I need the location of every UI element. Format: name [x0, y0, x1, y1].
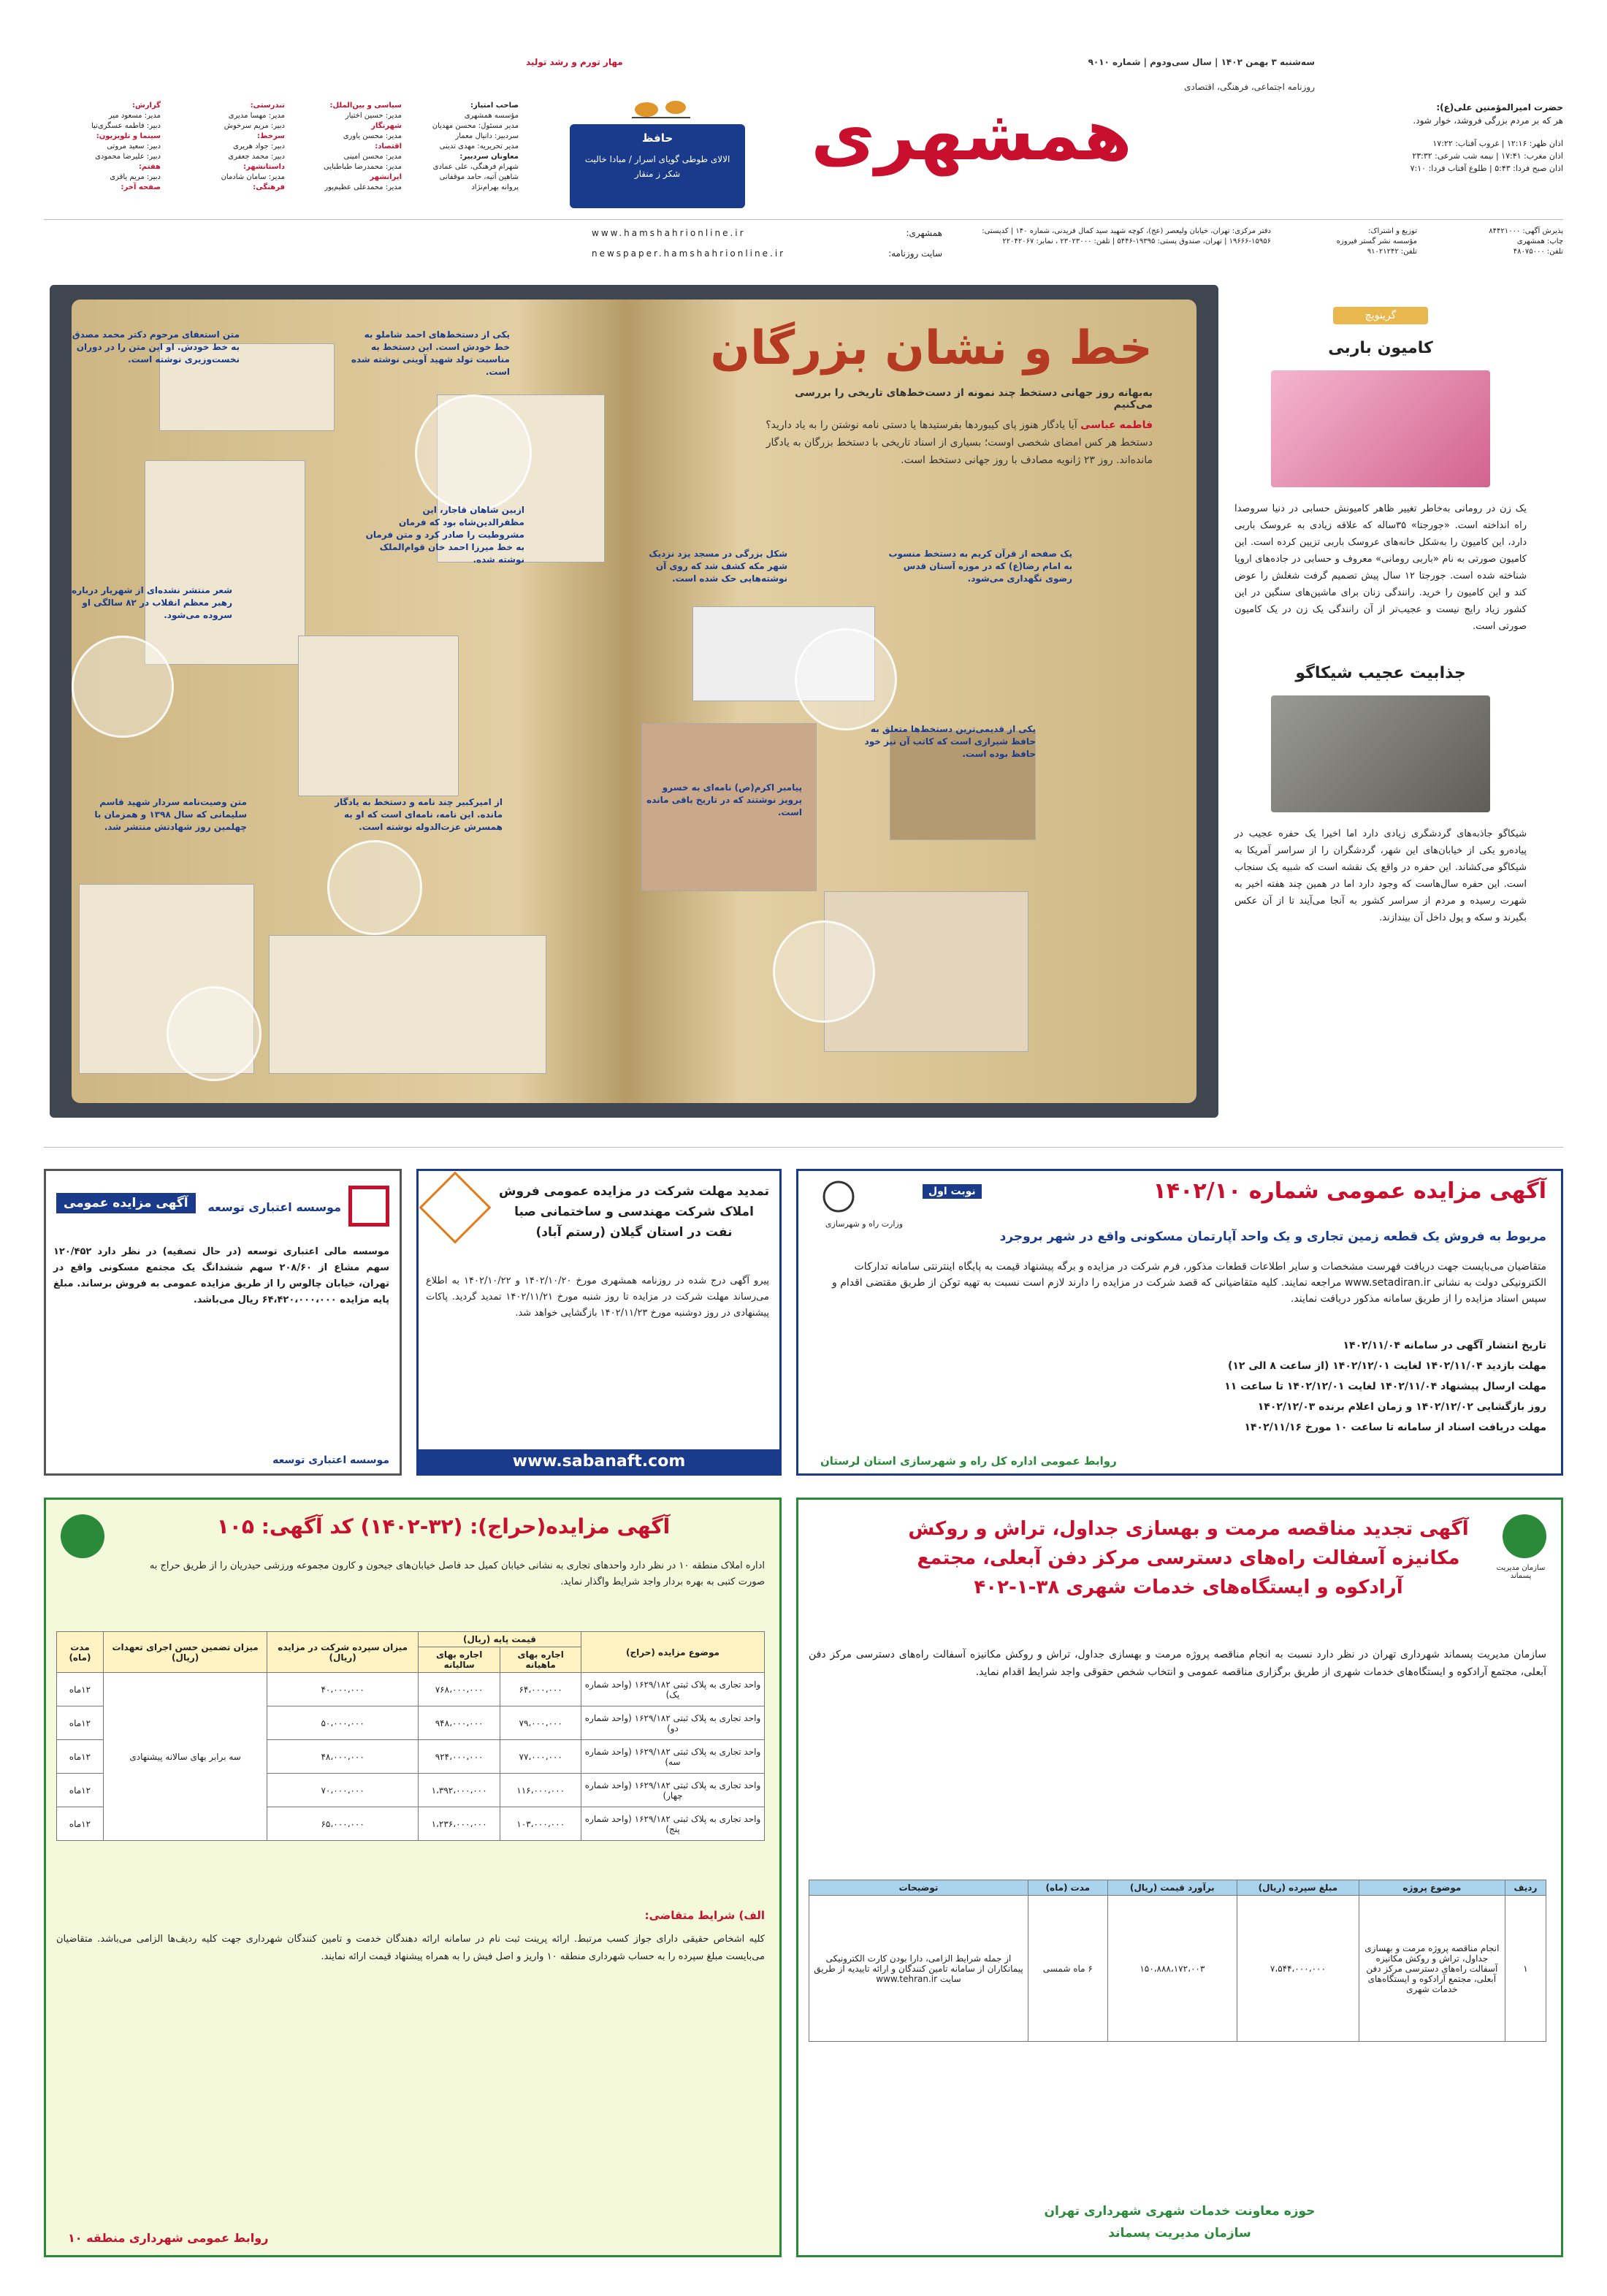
- ad-auction-borujerd: [796, 1169, 1563, 1476]
- table-cell: ۱: [1505, 1896, 1546, 2042]
- ad4-org-logo-icon: [1503, 1514, 1546, 1558]
- staff-column-2: [292, 101, 402, 193]
- story1-photo: [1271, 370, 1490, 487]
- ad5-intro: اداره املاک منطقه ۱۰ در نظر دارد واحدهای تجاری به نشانی خیابان کمیل حد فاصل خیابان‌های جیحون و کارون مجموعه ورزشی حیدریان را از طریق حراج به صورت کتبی به بهره بردار واجد شرایط واگذار نماید.: [149, 1560, 765, 1587]
- table-cell: ۹۲۴،۰۰۰،۰۰۰: [418, 1740, 500, 1774]
- table-cell: ۷۹،۰۰۰،۰۰۰: [500, 1706, 581, 1740]
- staff-line: صاحب امتیاز:: [470, 102, 519, 110]
- masthead: [0, 0, 1607, 285]
- distribution-line: مؤسسه نشر گستر فیروزه: [1336, 237, 1417, 245]
- table-cell: ۱،۲۳۶،۰۰۰،۰۰۰: [418, 1807, 500, 1841]
- table-cell: ۱۲ماه: [57, 1706, 104, 1740]
- table-cell: ۱۲ماه: [57, 1774, 104, 1807]
- ad1-date-item: مهلت ارسال پیشنهاد ۱۴۰۲/۱۱/۰۴ لغایت ۱۴۰۲/۱۲/۰۱ تا ساعت ۱۱: [1224, 1381, 1546, 1392]
- table-cell: ۷۰،۰۰۰،۰۰۰: [267, 1774, 419, 1807]
- staff-line: شاهین آتیه، حامد موقفانی: [439, 173, 519, 181]
- contact-line: پذیرش آگهی: ۸۴۴۲۱۰۰۰: [1489, 227, 1563, 235]
- ad4-org: سازمان مدیریت پسماند: [1496, 1564, 1546, 1580]
- ad1-ministry: وزارت راه و شهرسازی: [825, 1219, 904, 1229]
- hafez-title: حافظ: [641, 131, 673, 145]
- table-cell: ۱۲ماه: [57, 1740, 104, 1774]
- ad1-date-item: روز بازگشایی ۱۴۰۲/۱۲/۰۲ و زمان اعلام برنده ۱۴۰۲/۱۲/۰۳: [1257, 1401, 1546, 1413]
- magnifier-circle: [773, 920, 875, 1023]
- ad1-subtitle: مربوط به فروش یک قطعه زمین تجاری و یک واحد آپارتمان مسکونی واقع در شهر بروجرد: [999, 1229, 1546, 1244]
- staff-line: فرهنگی:: [253, 183, 285, 191]
- ad-saba-naft: [416, 1169, 782, 1476]
- table-cell: انجام مناقصه پروژه مرمت و بهسازی جداول، تراش و روکش مکانیزه آسفالت راه‌های دسترسی مرکز دفن آبعلی، مجتمع آرادکوه و ایستگاه‌های خدمات شهری: [1359, 1896, 1505, 2042]
- ad1-footer: روابط عمومی اداره کل راه و شهرسازی استان لرستان: [820, 1454, 1117, 1468]
- table-row: [809, 1896, 1546, 2042]
- ad2-title: تمدید مهلت شرکت در مزایده عمومی فروش املاک شرکت مهندسی و ساختمانی صبا نفت در استان گیلان (رستم آباد): [499, 1184, 769, 1240]
- staff-line: اقتصاد:: [375, 142, 402, 150]
- ad4-body: سازمان مدیریت پسماند شهرداری تهران در نظر دارد نسبت به انجام مناقصه پروژه مرمت و بهسازی جداول، تراش و روکش مکانیزه آسفالت راه‌های دسترسی مرکز دفن آبعلی، مجتمع آرادکوه و ایستگاه‌های خدمات شهری از طریق برگزاری مناقصه عمومی و انتخاب شخص حقوقی واجد شرایط اقدام نماید.: [809, 1649, 1546, 1678]
- greenwich-sidebar: [1234, 307, 1527, 1110]
- ad1-body: متقاضیان می‌بایست جهت دریافت فهرست مشخصات و سایر اطلاعات قطعات مذکور، فرم شرکت در مزایده و برگه پیشنهاد قیمت به پایگاه اینترنتی سامانه تدارکات الکترونیکی دولت به نشانی www.setadiran.ir مراجعه نمایند. کلیه متقاضیانی که قصد شرکت در مزایده را دارند لازم است نسبت به تهیه توکن از طریق مقتضی اقدام و سپس اسناد مزایده را از طریق سامانه مذکور دریافت نمایند.: [832, 1261, 1546, 1305]
- masthead-date-line: سه‌شنبه ۳ بهمن ۱۴۰۲ | سال سی‌ودوم | شماره ۹۰۱۰: [1088, 57, 1315, 67]
- table-cell: سه برابر بهای سالانه پیشنهادی: [103, 1673, 267, 1841]
- table-cell: ۷،۵۴۴،۰۰۰،۰۰۰: [1237, 1896, 1359, 2042]
- callout-prophet-letter: پیامبر اکرم(ص) نامه‌ای به خسرو پرویز نوشتند که در تاریخ باقی مانده است.: [646, 782, 802, 817]
- manuscript-scan: [145, 460, 305, 665]
- staff-line: مدیر مسئول: محسن مهدیان: [432, 122, 519, 130]
- staff-line: تندرستی:: [250, 102, 285, 110]
- story2-photo: [1271, 695, 1490, 812]
- ad3-footer: موسسه اعتباری توسعه: [272, 1454, 389, 1466]
- ad1-title: آگهی مزایده عمومی شماره ۱۴۰۲/۱۰: [1153, 1178, 1546, 1204]
- distribution: [1278, 226, 1417, 257]
- masthead-tagline: روزنامه اجتماعی، فرهنگی، اقتصادی: [1184, 82, 1315, 92]
- ad2-website[interactable]: www.sabanaft.com: [419, 1449, 779, 1473]
- ad-auction-region10: [44, 1498, 782, 2257]
- feature-intro: آیا یادگار هنوز پای کیبورد‌ها بفرستید‌ها یا دستی نامه نوشتن را به یاد دارید؟ دستخط هر کس امضای شخصی اوست؛ بسیاری از اسناد تاریخی با دستخط بزرگان به یادگار مانده‌اند. روز ۲۳ ژانویه مصادف با روز جهانی دستخط است.: [766, 419, 1153, 466]
- ad1-badge: نوبت اول: [923, 1184, 982, 1199]
- contact-line: چاپ: همشهری: [1516, 237, 1563, 245]
- site2-link[interactable]: newspaper.hamshahrionline.ir: [592, 248, 786, 259]
- callout-mosaddegh: متن استعفای مرحوم دکتر محمد مصدق به خط خودش. او این متن را در دوران نخست‌وزیری نوشته است.: [72, 329, 240, 365]
- newspaper-logo: همشهری: [811, 94, 1132, 176]
- staff-line: دبیر: محمد جعفری: [228, 153, 285, 161]
- staff-line: دبیر: علیرضا محمودی: [95, 153, 161, 161]
- staff-line: دبیر: جواد هریری: [233, 142, 285, 150]
- staff-line: سینما و تلویزیون:: [96, 132, 161, 140]
- staff-column-4: [44, 101, 161, 193]
- table-header: اجاره بهای سالیانه: [418, 1647, 500, 1673]
- table-header: میزان تضمین حسن اجرای تعهدات (ریال): [103, 1632, 267, 1673]
- ad1-dates: [816, 1335, 1546, 1438]
- staff-line: مدیر تحریریه: مهدی تدینی: [439, 142, 519, 150]
- staff-line: شهرنگار: [371, 122, 402, 130]
- table-header: مدت (ماه): [1028, 1880, 1108, 1896]
- staff-line: شهرام فرهنگی، علی عمادی: [432, 163, 519, 171]
- staff-line: مدیر: سامان شادمان: [221, 173, 285, 181]
- table-cell: ۷۷،۰۰۰،۰۰۰: [500, 1740, 581, 1774]
- story2-text: شیکاگو جاذبه‌های گردشگری زیادی دارد اما اخیرا یک حفره عجیب در پیاده‌رو یکی از خیابان‌های این شهر، گردشگران را از سراسر آمریکا به شیکاگو می‌کشاند. این حفره در واقع یک نقشه است که شبیه یک سنجاب است. این حفره سال‌هاست که وجود دارد اما در همین چند هفته اخیر به شهرت رسیده و مردم از سراسر کشور به آنجا می‌آیند تا از آن عکس بگیرند و سکه و پول داخل آن بیندازند.: [1234, 828, 1527, 923]
- feature-title: خط و نشان بزرگان: [710, 321, 1153, 375]
- ad1-date-item: تاریخ انتشار آگهی در سامانه ۱۴۰۲/۱۱/۰۴: [1343, 1340, 1546, 1351]
- staff-line: معاونان سردبیر:: [459, 153, 519, 161]
- table-header: برآورد قیمت (ریال): [1107, 1880, 1237, 1896]
- staff-line: دبیر: مریم سرخوش: [224, 122, 285, 130]
- ad2-logo-icon: [419, 1172, 492, 1244]
- distribution-line: توزیع و اشتراک:: [1368, 227, 1417, 235]
- staff-line: داستانشهر:: [243, 163, 285, 171]
- table-header: اجاره بهای ماهیانه: [500, 1647, 581, 1673]
- table-cell: واحد تجاری به پلاک ثبتی ۱۶۲۹/۱۸۲ (واحد شماره دو): [581, 1706, 764, 1740]
- table-cell: ۶ ماه شمسی: [1028, 1896, 1108, 2042]
- table-header: مبلغ سپرده (ریال): [1237, 1880, 1359, 1896]
- ad5-logo-icon: [61, 1514, 104, 1558]
- ad3-title: آگهی مزایده عمومی: [56, 1193, 196, 1213]
- staff-line: مدیر: حسین اختیار: [345, 112, 402, 120]
- table-cell: از جمله شرایط الزامی، دارا بودن کارت الکترونیکی پیمانکاران از سامانه تامین کنندگان و ارائه تاییدیه از طریق سایت www.tehran.ir: [809, 1896, 1028, 2042]
- ad3-logo-icon: [348, 1186, 389, 1227]
- staff-line: مدیر: محسن یاوری: [343, 132, 402, 140]
- callout-shahriar: شعر منتشر نشده‌ای از شهریار درباره رهبر معظم انقلاب در ۸۲ سالگی او سروده می‌شود.: [72, 585, 232, 620]
- table-cell: ۱۰۳،۰۰۰،۰۰۰: [500, 1807, 581, 1841]
- staff-line: پروانه بهرام‌نژاد: [471, 183, 519, 191]
- hadith: [1329, 102, 1563, 173]
- ad3-org: موسسه اعتباری توسعه: [207, 1200, 341, 1214]
- ad5-table: [56, 1631, 765, 1841]
- staff-column-1: [409, 101, 519, 193]
- magnifier-circle: [72, 636, 174, 738]
- ad5-conditions-title: الف) شرایط متقاضی:: [644, 1909, 765, 1922]
- feature-subtitle: به‌بهانه روز جهانی دستخط چند نمونه از دست‌خط‌های تاریخی را بررسی می‌کنیم: [794, 387, 1153, 411]
- staff-column-3: [168, 101, 285, 193]
- ad4-footer-2: سازمان مدیریت پسماند: [1108, 2226, 1251, 2240]
- callout-hafez: یکی از قدیمی‌ترین دستخط‌ها متعلق به حافظ شیرازی است که کاتب آن نیز خود حافظ بوده است.: [864, 724, 1036, 759]
- table-cell: ۱۲ماه: [57, 1673, 104, 1706]
- table-header: مدت (ماه): [57, 1632, 104, 1673]
- distribution-line: تلفن: ۹۱۰۲۱۲۴۲: [1367, 248, 1417, 256]
- table-cell: واحد تجاری به پلاک ثبتی ۱۶۲۹/۱۸۲ (واحد شماره چهار): [581, 1774, 764, 1807]
- staff-line: سیاسی و بین‌الملل:: [329, 102, 402, 110]
- table-cell: ۴۸،۰۰۰،۰۰۰: [267, 1740, 419, 1774]
- staff-line: صفحه آخر:: [121, 183, 161, 191]
- manuscript-scan: [298, 636, 459, 796]
- ad5-title: آگهی مزایده(حراج): (۳۲-۱۴۰۲) کد آگهی: ۱۰۵: [216, 1514, 671, 1538]
- ad-tosee: [44, 1169, 402, 1476]
- magnifier-circle: [415, 394, 532, 511]
- ad-contacts: [1424, 226, 1563, 257]
- staff-line: سردبیر: دانیال معمار: [455, 132, 519, 140]
- table-cell: ۵۰،۰۰۰،۰۰۰: [267, 1706, 419, 1740]
- magnifier-circle: [167, 986, 262, 1081]
- table-cell: ۶۵،۰۰۰،۰۰۰: [267, 1807, 419, 1841]
- table-cell: ۱۲ماه: [57, 1807, 104, 1841]
- hadith-source: حضرت امیرالمؤمنین علی(ع):: [1436, 102, 1563, 112]
- table-cell: ۷۶۸،۰۰۰،۰۰۰: [418, 1673, 500, 1706]
- callout-mozaffar: ازبین شاهان قاجار، این مظفرالدین‌شاه بود که فرمان مشروطیت را صادر کرد و متن فرمان به خط میرزا احمد خان قوام‌الملک نوشته شده.: [365, 505, 524, 565]
- office-address: دفتر مرکزی: تهران، خیابان ولیعصر (عج)، کوچه شهید سید کمال فریدنی، شماره ۱۴۰ | کدپستی: ۱۵۹۵۶-۱۹۶۶۶ | تهران، صندوق پستی: ۱۹۳۹۵-۵۴۴۶ | تلفن: ۲۳۰۲۳۰۰۰ ، نمابر: ۲۲۰۴۲۰۶۷: [982, 227, 1271, 245]
- table-cell: واحد تجاری به پلاک ثبتی ۱۶۲۹/۱۸۲ (واحد شماره پنج): [581, 1807, 764, 1841]
- callout-amirkabir: از امیرکبیر چند نامه و دستخط به یادگار مانده. این نامه، نامه‌ای است که او به همسرش عزت‌الدوله نوشته است.: [335, 797, 503, 832]
- staff-line: مدیر: محمدرضا طباطبایی: [323, 163, 402, 171]
- staff-line: دبیر: مریم یاقری: [110, 173, 161, 181]
- callout-soleimani: متن وصیت‌نامه سردار شهید قاسم سلیمانی که سال ۱۳۹۸ و همزمان با چهلمین روز شهادتش منتشر شد.: [94, 797, 247, 832]
- table-header: میزان سپرده شرکت در مزایده (ریال): [267, 1632, 419, 1673]
- table-cell: واحد تجاری به پلاک ثبتی ۱۶۲۹/۱۸۲ (واحد شماره سه): [581, 1740, 764, 1774]
- magnifier-circle: [327, 840, 422, 935]
- site1-link[interactable]: www.hamshahrionline.ir: [592, 228, 746, 238]
- birds-icon: [628, 91, 694, 121]
- story1-title: کامیون باربی: [1328, 339, 1433, 357]
- feature-body: [744, 416, 1153, 469]
- staff-line: مدیر: محسن امینی: [343, 153, 402, 161]
- hafez-verse: الالای طوطی گویای اسرار / مبادا خالیت شکر ز منقار: [584, 154, 730, 179]
- table-header: ردیف: [1505, 1880, 1546, 1896]
- staff-line: مدیر: محمدعلی عظیم‌پور: [324, 183, 402, 191]
- site1-label: همشهری:: [906, 228, 942, 238]
- ad4-footer-1: حوزه معاونت خدمات شهری شهرداری تهران: [1044, 2204, 1316, 2219]
- prayer-time-2: اذان مغرب: ۱۷:۴۱ | نیمه شب شرعی: ۲۳:۳۲: [1412, 151, 1563, 161]
- feature-byline: فاطمه عباسی: [1080, 419, 1153, 431]
- table-row: [57, 1673, 765, 1706]
- website-row-2: [592, 248, 942, 259]
- prayer-time-1: اذان ظهر: ۱۲:۱۶ | غروب آفتاب: ۱۷:۲۲: [1432, 139, 1563, 148]
- staff-line: سرخط:: [257, 132, 285, 140]
- site2-label: سایت روزنامه:: [888, 248, 942, 259]
- magnifier-circle: [795, 628, 897, 731]
- staff-line: دبیر: سعید مروتی: [107, 142, 161, 150]
- staff-line: گزارش:: [131, 102, 161, 110]
- callout-quran: یک صفحه از قرآن کریم به دستخط منسوب به امام رضا(ع) که در موزه آستان قدس رضوی نگهداری می‌شود.: [888, 549, 1072, 584]
- ad1-date-item: مهلت بازدید ۱۴۰۲/۱۱/۰۴ لغایت ۱۴۰۲/۱۲/۰۱ (از ساعت ۸ الی ۱۲): [1227, 1360, 1546, 1372]
- table-header: قیمت پایه (ریال): [418, 1632, 581, 1647]
- story1-text: یک زن در رومانی به‌خاطر تغییر ظاهر کامیونش حسابی در دنیا سروصدا راه انداخته است. «جورجتا» ۳۵ساله که علاقه زیادی به عروسک باربی دارد، این کامیون را به‌شکل خانه‌های عروسک باربی تزیین کرده است. این کامیون صورتی به نام «باربی رومانی» معروف و حسابی در جاده‌های اروپا شناخته شده است. جورجتا ۱۲ سال پیش تصمیم گرفت شغلش را عوض کند و این کامیون را خرید. رانندگی زنان برای ماشین‌های سنگین در این کشور زیاد رایج نیست و عجیب‌تر از آن رانندگی یک زن در یک کامیون صورتی است.: [1234, 503, 1527, 632]
- website-row-1: [592, 228, 942, 238]
- prayer-time-3: اذان صبح فردا: ۵:۴۳ | طلوع آفتاب فردا: ۷:۱۰: [1410, 164, 1563, 173]
- table-header: موضوع پروژه: [1359, 1880, 1505, 1896]
- ad-tender-pasmand: [796, 1498, 1563, 2257]
- ad2-body: پیرو آگهی درج شده در روزنامه همشهری مورخ ۱۴۰۲/۱۰/۲۰ و ۱۴۰۲/۱۰/۲۲ به اطلاع می‌رساند مهلت شرکت در مزایده تا روز شنبه مورخ ۱۴۰۲/۱۱/۲۱ تمدید گردید. پاکات پیشنهادی در روز دوشنبه مورخ ۱۴۰۲/۱۱/۲۳ بازگشایی خواهد شد.: [426, 1275, 769, 1319]
- feature-book-spread: [50, 285, 1218, 1118]
- ad4-title: آگهی تجدید مناقصه مرمت و بهسازی جداول، تراش و روکش مکانیزه آسفالت راه‌های دسترسی مرکز دفن آبعلی، مجتمع آرادکوه و ایستگاه‌های خدمات شهری ۳۸-۱-۴۰۲: [908, 1518, 1469, 1598]
- manuscript-scan: [269, 935, 546, 1074]
- hadith-text: هر که بر مردم بزرگی فروشد، خوار شود.: [1413, 115, 1563, 126]
- table-header-row: [57, 1632, 765, 1647]
- table-header: توضیحات: [809, 1880, 1028, 1896]
- table-header-row: [809, 1880, 1546, 1896]
- contact-line: تلفن: ۴۸۰۷۵۰۰۰: [1513, 248, 1563, 256]
- year-slogan: مهار تورم و رشد تولید: [526, 57, 623, 67]
- table-cell: ۱۱۶،۰۰۰،۰۰۰: [500, 1774, 581, 1807]
- story2-title: جذابیت عجیب شیکاگو: [1295, 664, 1466, 682]
- iran-emblem-icon: [820, 1178, 857, 1215]
- table-cell: ۴۰،۰۰۰،۰۰۰: [267, 1673, 419, 1706]
- table-cell: واحد تجاری به پلاک ثبتی ۱۶۲۹/۱۸۲ (واحد شماره یک): [581, 1673, 764, 1706]
- hafez-tag: [570, 124, 745, 208]
- ad1-date-item: مهلت دریافت اسناد از سامانه تا ساعت ۱۰ مورخ ۱۴۰۲/۱۱/۱۶: [1244, 1422, 1546, 1433]
- callout-mecca-stone: شکل بزرگی در مسجد یزد نزدیک شهر مکه کشف شد که روی آن نوشته‌هایی حک شده است.: [649, 549, 787, 584]
- staff-line: هفتم:: [138, 163, 161, 171]
- staff-line: دبیر: فاطمه عسگری‌نیا: [91, 122, 161, 130]
- staff-line: مؤسسه همشهری: [464, 112, 519, 120]
- staff-line: مدیر: مسعود میر: [108, 112, 161, 120]
- staff-line: مدیر: مهسا مدیری: [228, 112, 285, 120]
- table-header: موضوع مزایده (حراج): [581, 1632, 764, 1673]
- table-cell: ۱۵۰،۸۸۸،۱۷۲،۰۰۳: [1107, 1896, 1237, 2042]
- table-cell: ۹۴۸،۰۰۰،۰۰۰: [418, 1706, 500, 1740]
- staff-line: ایرانشهر: [370, 173, 402, 181]
- ad5-footer: روابط عمومی شهرداری منطقه ۱۰: [68, 2231, 269, 2245]
- ad4-table: [809, 1880, 1546, 2042]
- section-label: گرینویچ: [1333, 307, 1428, 324]
- callout-shamlou: یکی از دستخط‌های احمد شاملو به خط خودش است. این دستخط به مناسبت تولد شهید آوینی نوشته شده است.: [351, 329, 510, 377]
- ad5-conditions: کلیه اشخاص حقیقی دارای جواز کسب مرتبط. ارائه پرینت ثبت نام در سامانه ارائه دهندگان خدمت و تامین کنندگان شهرداری جهت کلیه ردیف‌ها الزامی می‌باشد. متقاضیان می‌بایست مبلغ سپرده را به حساب شهرداری منطقه ۱۰ واریز و اصل فیش را به همراه پیشنهاد قیمت ارائه نمایند.: [56, 1934, 765, 1962]
- table-cell: ۶۴،۰۰۰،۰۰۰: [500, 1673, 581, 1706]
- ad3-body: موسسه مالی اعتباری توسعه (در حال تصفیه) در نظر دارد ۱۲۰/۴۵۲ سهم مشاع از ۲۰۸/۶۰ سهم ششدانگ یک مجتمع مسکونی واقع در تهران، خیابان چالوس را از طریق مزایده عمومی به فروش برساند. مبلغ پایه مزایده ۶۴،۴۲۰،۰۰۰،۰۰۰ ریال می‌باشد.: [53, 1246, 389, 1305]
- table-cell: ۱،۳۹۲،۰۰۰،۰۰۰: [418, 1774, 500, 1807]
